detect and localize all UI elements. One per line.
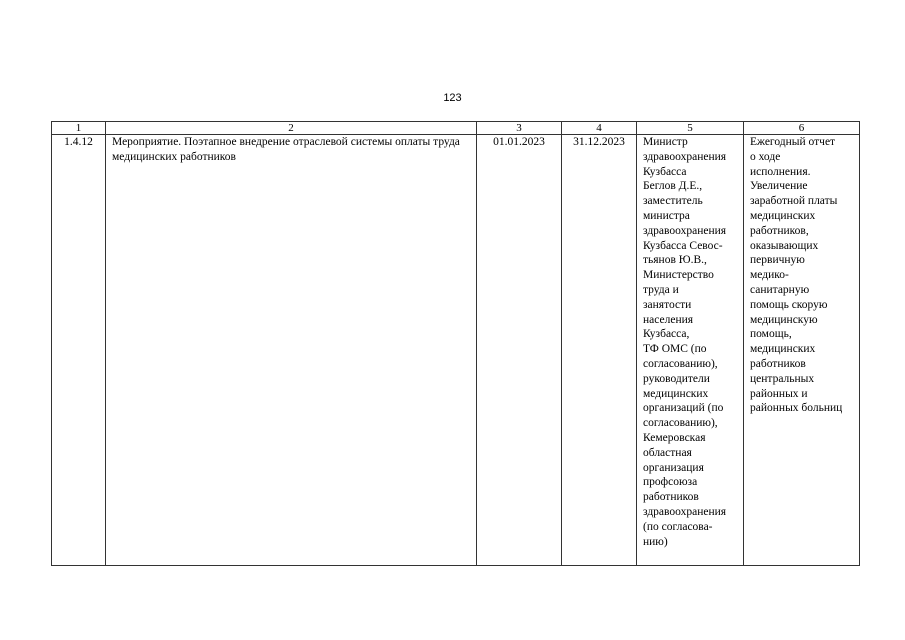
table-header-row (52, 122, 860, 135)
header-col-2: 2 (106, 122, 477, 135)
header-col-1: 1 (52, 122, 106, 135)
header-col-3: 3 (477, 122, 562, 135)
start-date-cell: 01.01.2023 (477, 135, 562, 566)
header-col-6: 6 (744, 122, 860, 135)
row-number-cell: 1.4.12 (52, 135, 106, 566)
event-description-cell: Мероприятие. Поэтапное внедрение отраслевой системы оплаты труда медицинских работников (106, 135, 477, 566)
header-col-4: 4 (562, 122, 637, 135)
header-col-5: 5 (637, 122, 744, 135)
plan-table (51, 121, 860, 566)
responsible-cell: Министр здравоохранения Кузбасса Беглов Д.Е., заместитель министра здравоохранения Кузбасса Севос- тьянов Ю.В., Министерство труда и занятости населения Кузбасса, ТФ ОМС (по согласованию), руководители медицинских организаций (по согласованию), Кемеровская областная организация профсоюза работников здравоохранения (по согласова- нию) (637, 135, 744, 566)
result-cell: Ежегодный отчет о ходе исполнения. Увеличение заработной платы медицинских работников, оказывающих первичную медико- санитарную помощь скорую медицинскую помощь, медицинских работников центральных районных и районных больниц (744, 135, 860, 566)
end-date-cell: 31.12.2023 (562, 135, 637, 566)
page-number: 123 (443, 92, 462, 104)
table-row (52, 135, 860, 566)
